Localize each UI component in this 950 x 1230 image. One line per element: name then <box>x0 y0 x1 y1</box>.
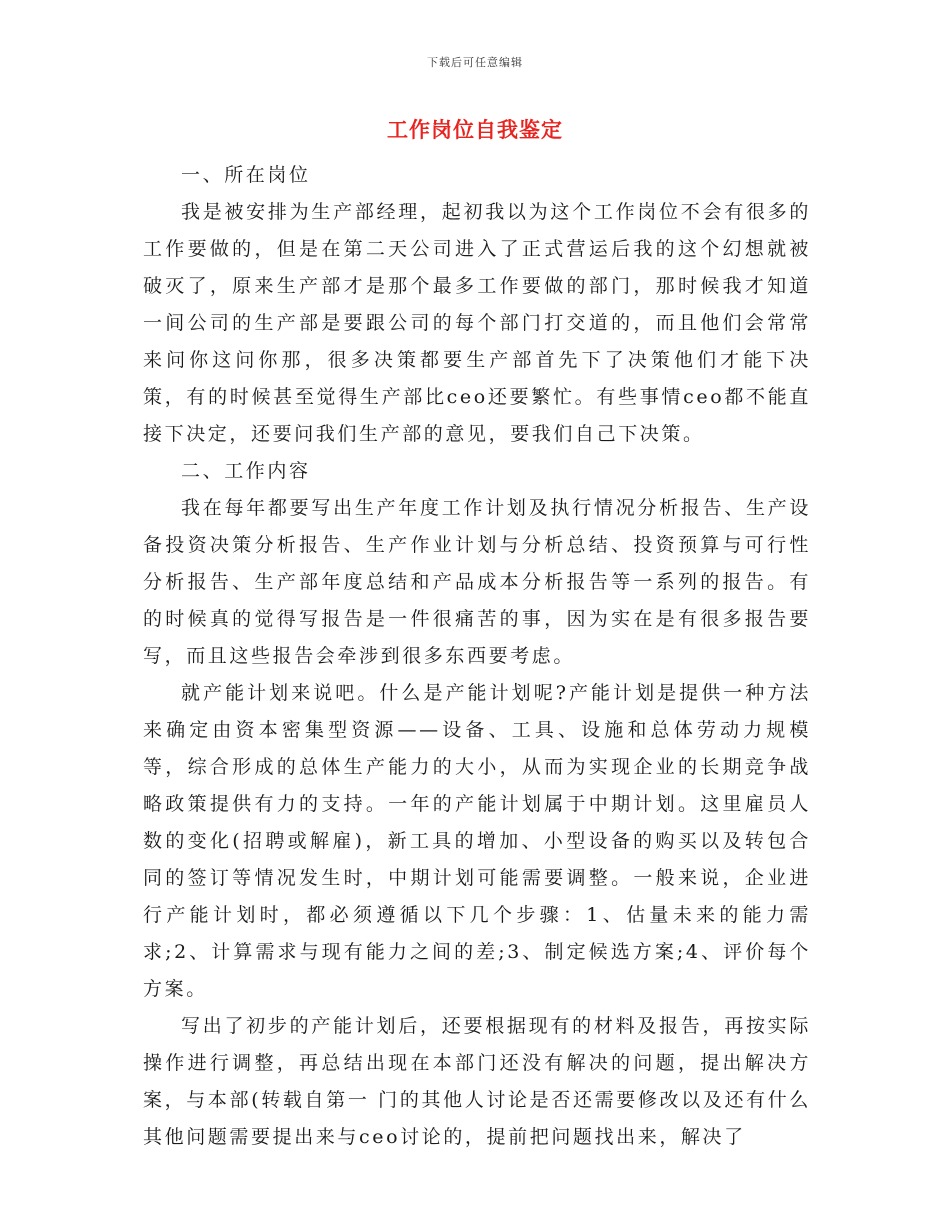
paragraph-capacity-planning: 就产能计划来说吧。什么是产能计划呢?产能计划是提供一种方法来确定由资本密集型资源——设备、工具、设施和总体劳动力规模等，综合形成的总体生产能力的大小，从而为实现企业的长期竞争战略政策提供有力的支持。一年的产能计划属于中期计划。这里雇员人数的变化(招聘或解雇)，新工具的增加、小型设备的购买以及转包合同的签订等情况发生时，中期计划可能需要调整。一般来说，企业进行产能计划时，都必须遵循以下几个步骤：1、估量未来的能力需求;2、计算需求与现有能力之间的差;3、制定候选方案;4、评价每个方案。 <box>143 682 811 1000</box>
section-heading-position: 一、所在岗位 <box>181 164 311 186</box>
section-heading-work-content: 二、工作内容 <box>181 460 311 482</box>
paragraph-position-description: 我是被安排为生产部经理，起初我以为这个工作岗位不会有很多的工作要做的，但是在第二天公司进入了正式营运后我的这个幻想就被破灭了，原来生产部才是那个最多工作要做的部门，那时候我才知道一间公司的生产部是要跟公司的每个部门打交道的，而且他们会常常来问你这问你那，很多决策都要生产部首先下了决策他们才能下决策，有的时候甚至觉得生产部比ceo还要繁忙。有些事情ceo都不能直接下决定，还要问我们生产部的意见，要我们自己下决策。 <box>143 201 811 445</box>
paragraph-plan-adjustment: 写出了初步的产能计划后，还要根据现有的材料及报告，再按实际操作进行调整，再总结出现在本部门还没有解决的问题，提出解决方案，与本部(转载自第一 门的其他人讨论是否还需要修改以及还有什么其他问题需要提出来与ceo讨论的，提前把问题找出来，解决了 <box>143 1015 811 1148</box>
document-body <box>143 157 811 1156</box>
page-header-note: 下载后可任意编辑 <box>427 56 523 69</box>
document-title: 工作岗位自我鉴定 <box>387 117 563 142</box>
paragraph-reports: 我在每年都要写出生产年度工作计划及执行情况分析报告、生产设备投资决策分析报告、生产作业计划与分析总结、投资预算与可行性分析报告、生产部年度总结和产品成本分析报告等一系列的报告。有的时候真的觉得写报告是一件很痛苦的事，因为实在是有很多报告要写，而且这些报告会牵涉到很多东西要考虑。 <box>143 497 811 667</box>
